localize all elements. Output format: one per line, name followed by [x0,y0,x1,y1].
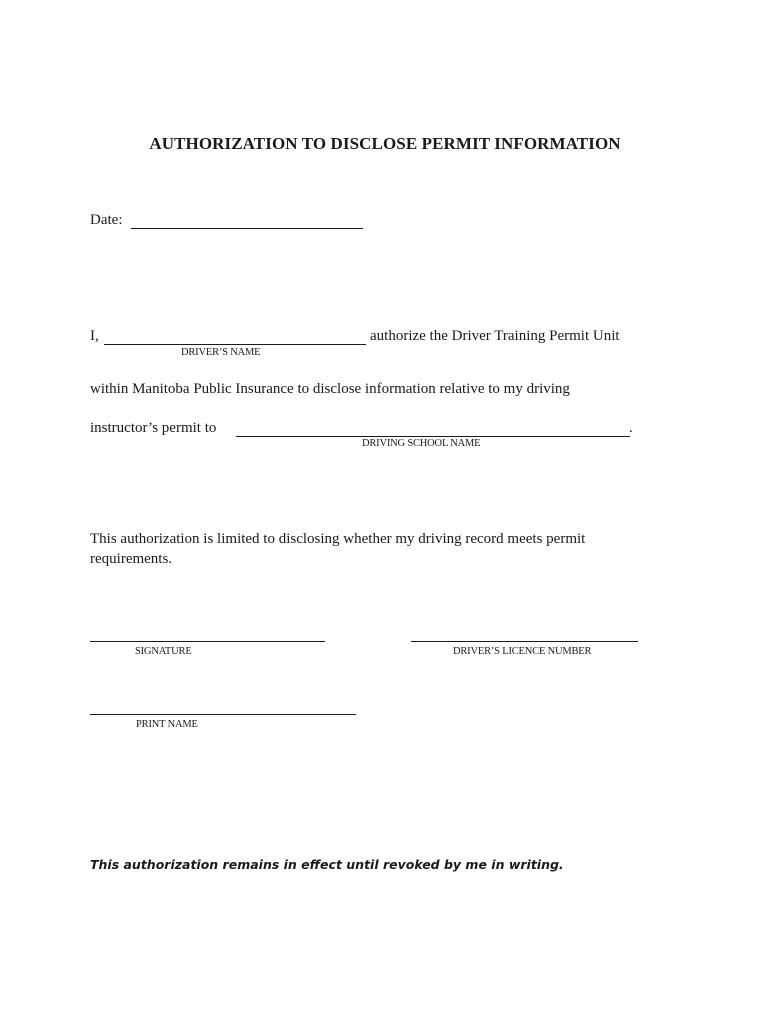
driving-school-field-line[interactable] [236,436,630,437]
signature-field-line[interactable] [90,641,325,642]
licence-number-caption: DRIVER’S LICENCE NUMBER [453,646,592,657]
authorize-suffix: authorize the Driver Training Permit Unit [370,328,620,344]
limitation-line-2: requirements. [90,551,173,567]
document-title: AUTHORIZATION TO DISCLOSE PERMIT INFORMATION [149,134,621,153]
drivers-name-caption: DRIVER’S NAME [181,347,261,358]
date-field-line[interactable] [131,228,363,229]
drivers-name-field-line[interactable] [104,344,366,345]
permit-prefix: instructor’s permit to [90,420,217,436]
disclosure-line: within Manitoba Public Insurance to disclose information relative to my driving [90,381,570,397]
licence-number-field-line[interactable] [411,641,638,642]
signature-caption: SIGNATURE [135,646,192,657]
print-name-field-line[interactable] [90,714,356,715]
revocation-note: This authorization remains in effect until revoked by me in writing. [90,857,564,872]
print-name-caption: PRINT NAME [136,719,198,730]
limitation-line-1: This authorization is limited to disclosing whether my driving record meets permit [90,531,586,547]
date-label: Date: [90,212,123,228]
driving-school-caption: DRIVING SCHOOL NAME [362,438,481,449]
authorize-prefix: I, [90,328,99,344]
permit-suffix: . [629,420,633,436]
